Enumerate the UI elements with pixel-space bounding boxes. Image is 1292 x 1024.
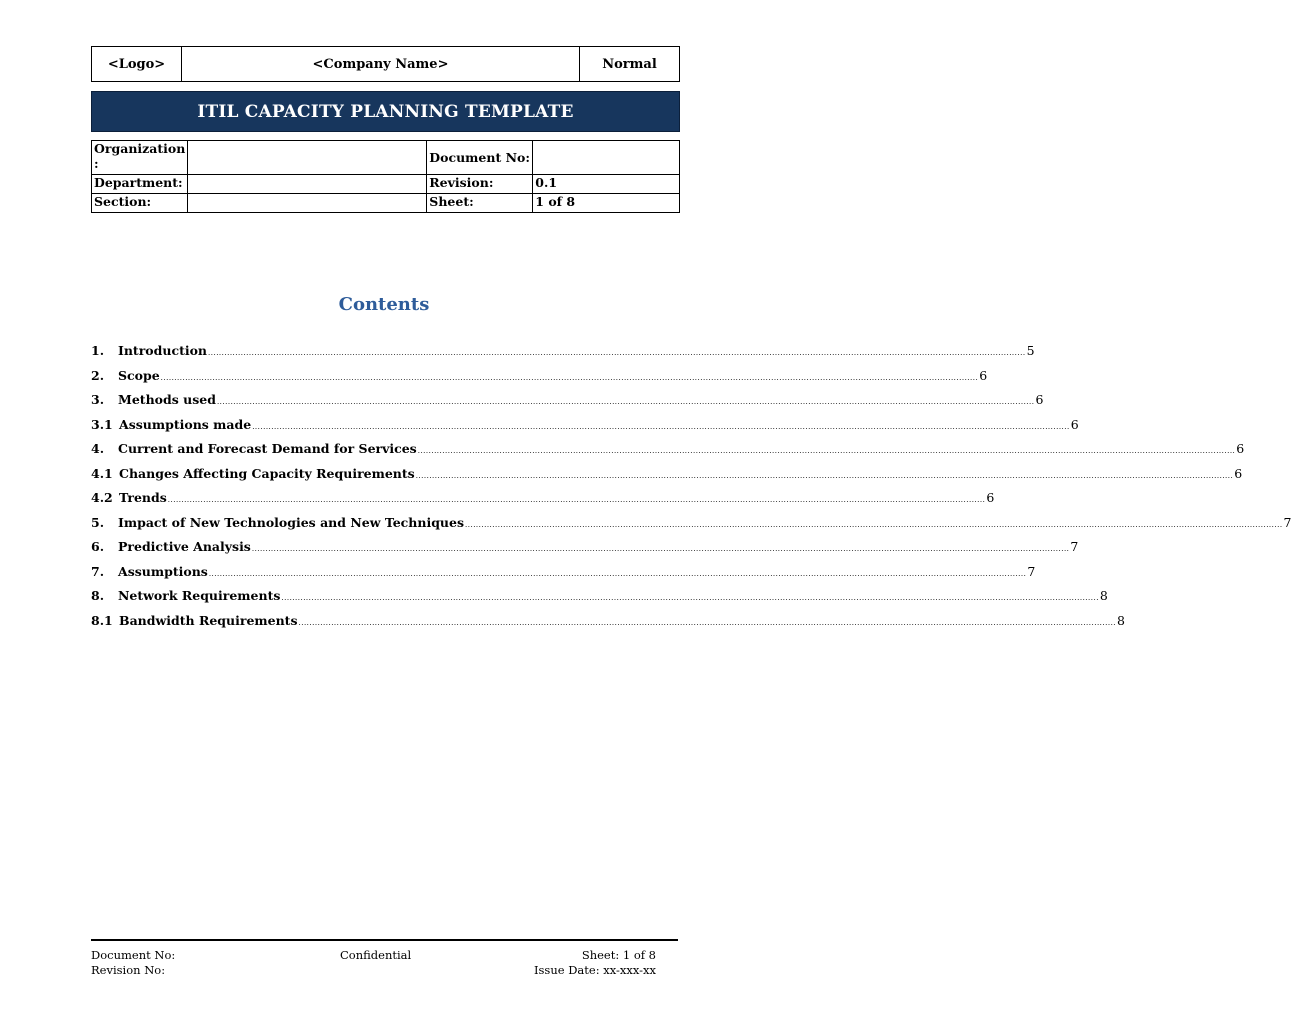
toc-entry-page: 8 — [1099, 588, 1108, 603]
toc-entry[interactable] — [91, 441, 1245, 466]
toc-entry[interactable] — [91, 588, 1108, 613]
toc-entry[interactable] — [91, 612, 1125, 638]
toc-entry-label: Assumptions — [118, 563, 208, 579]
toc-entry[interactable] — [91, 539, 1079, 564]
toc-dot-leader: ............................................................................................................................................................................................................................................................................................................ — [298, 618, 1117, 627]
toc-entry-number: 5. — [91, 514, 105, 530]
toc-entry-page: 6 — [1035, 392, 1044, 407]
toc-entry-label: Introduction — [118, 343, 208, 358]
company-name: <Company Name> — [182, 47, 580, 81]
toc-entry-label: Bandwidth Requirements — [119, 612, 298, 628]
toc-entry-number: 8.1 — [91, 612, 113, 628]
revision-value: 0.1 — [533, 175, 680, 194]
toc-entry-page: 6 — [986, 490, 995, 505]
table-of-contents — [91, 343, 1292, 637]
footer-left — [91, 948, 175, 978]
header-table — [91, 46, 680, 82]
classification-label: Normal — [602, 56, 657, 72]
footer-issue-date: Issue Date: xx-xxx-xx — [533, 963, 656, 977]
toc-entry-label: Predictive Analysis — [118, 539, 251, 554]
department-value — [188, 175, 427, 194]
footer-revision-no: Revision No: — [91, 963, 166, 977]
toc-entry[interactable] — [91, 416, 1079, 442]
footer-confidential: Confidential — [340, 948, 412, 962]
section-label: Section: — [92, 194, 188, 213]
toc-entry-label: Impact of New Technologies and New Techniques — [118, 514, 465, 530]
toc-entry-label: Methods used — [118, 392, 216, 407]
toc-entry-page: 6 — [1070, 416, 1079, 432]
toc-entry-number: 1. — [91, 343, 105, 358]
toc-entry-number: 3.1 — [91, 416, 113, 432]
sheet-label: Sheet: — [427, 194, 533, 213]
toc-dot-leader: ............................................................................................................................................................................................................................................................................................................ — [417, 447, 1236, 455]
toc-entry-label: Assumptions made — [119, 416, 252, 432]
document-info-table — [91, 140, 680, 213]
document-no-value — [533, 141, 680, 175]
toc-entry-page: 5 — [1026, 343, 1035, 358]
toc-dot-leader: ............................................................................................................................................................................................................................................................................................................ — [281, 594, 1099, 602]
toc-entry[interactable] — [91, 514, 1292, 540]
toc-entry-page: 7 — [1283, 514, 1292, 530]
toc-dot-leader: ............................................................................................................................................................................................................................................................................................................ — [465, 520, 1283, 529]
toc-entry-number: 8. — [91, 588, 105, 603]
toc-entry-label: Trends — [119, 490, 167, 505]
toc-dot-leader: ............................................................................................................................................................................................................................................................................................................ — [252, 422, 1070, 431]
organization-value — [188, 141, 427, 175]
organization-label: Organization : — [92, 141, 188, 175]
contents-heading: Contents — [338, 294, 430, 315]
toc-entry-label: Scope — [118, 367, 160, 383]
department-label: Department: — [92, 175, 188, 194]
toc-entry-label: Network Requirements — [118, 588, 281, 603]
document-no-label: Document No: — [427, 141, 533, 175]
section-value — [188, 194, 427, 213]
toc-dot-leader: ............................................................................................................................................................................................................................................................................................................ — [208, 349, 1026, 357]
toc-dot-leader: ............................................................................................................................................................................................................................................................................................................ — [208, 569, 1027, 578]
document-title: ITIL CAPACITY PLANNING TEMPLATE — [197, 101, 574, 122]
toc-entry[interactable] — [91, 392, 1044, 417]
footer-document-no: Document No: — [91, 948, 176, 962]
toc-entry[interactable] — [91, 367, 988, 393]
toc-entry-label: Changes Affecting Capacity Requirements — [119, 465, 415, 481]
footer-right — [534, 948, 656, 978]
toc-entry-number: 4.1 — [91, 465, 113, 481]
toc-entry-page: 6 — [1234, 465, 1243, 481]
toc-entry-number: 7. — [91, 563, 105, 579]
logo-placeholder: <Logo> — [92, 47, 182, 81]
document-title-banner — [91, 91, 680, 132]
toc-dot-leader: ............................................................................................................................................................................................................................................................................................................ — [216, 398, 1035, 406]
toc-dot-leader: ............................................................................................................................................................................................................................................................................................................ — [167, 496, 986, 504]
toc-entry-page: 7 — [1027, 563, 1036, 579]
toc-entry-number: 4.2 — [91, 490, 113, 505]
footer-divider — [91, 939, 678, 941]
toc-entry-page: 6 — [979, 367, 988, 383]
toc-dot-leader: ............................................................................................................................................................................................................................................................................................................ — [415, 471, 1234, 480]
toc-entry-number: 4. — [91, 441, 105, 456]
toc-entry-page: 7 — [1070, 539, 1079, 554]
toc-entry-page: 6 — [1236, 441, 1245, 456]
toc-dot-leader: ............................................................................................................................................................................................................................................................................................................ — [160, 373, 979, 382]
toc-entry[interactable] — [91, 465, 1243, 491]
revision-label: Revision: — [427, 175, 533, 194]
toc-entry-number: 2. — [91, 367, 105, 383]
toc-entry[interactable] — [91, 343, 1035, 368]
toc-entry-number: 6. — [91, 539, 105, 554]
toc-entry-page: 8 — [1117, 612, 1125, 628]
toc-dot-leader: ............................................................................................................................................................................................................................................................................................................ — [251, 545, 1070, 553]
toc-entry[interactable] — [91, 563, 1036, 589]
footer-sheet: Sheet: 1 of 8 — [581, 948, 656, 962]
sheet-value: 1 of 8 — [533, 194, 680, 213]
toc-entry[interactable] — [91, 490, 995, 515]
toc-entry-label: Current and Forecast Demand for Services — [118, 441, 417, 456]
toc-entry-number: 3. — [91, 392, 105, 407]
